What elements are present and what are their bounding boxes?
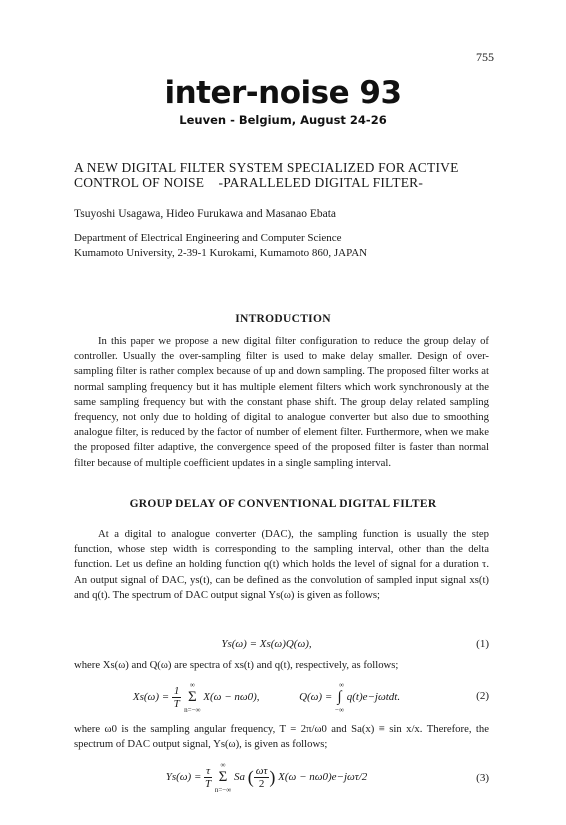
eq2-integrand: q(t)e−jωtdt.	[346, 691, 401, 704]
eq3-sa: Sa	[233, 771, 245, 784]
eq3-frac-denominator: T	[205, 778, 212, 790]
eq2-sum-term: X(ω − nω0),	[203, 691, 260, 704]
eq3-summation	[215, 760, 231, 795]
equation-1	[74, 638, 489, 660]
eq2-int-upper: ∞	[338, 681, 344, 689]
group-delay-paragraph	[74, 527, 489, 603]
eq2-sum-lower: n=−∞	[184, 706, 201, 714]
eq2-frac-denominator: T	[173, 698, 180, 710]
sigma-icon: Σ	[187, 689, 197, 705]
equation-3-number: (3)	[476, 772, 489, 784]
conference-location: Leuven - Belgium, August 24-26	[179, 113, 387, 127]
after-equation-1-paragraph	[74, 658, 489, 673]
after-equation-2-paragraph	[74, 722, 489, 752]
eq3-frac-numerator: τ	[206, 765, 211, 777]
after-equation-2-text: where ω0 is the sampling angular frequency, T = 2π/ω0 and Sa(x) ≡ sin x/x. Therefore, the spectrum of DAC output signal, Ys(ω), is given as follows;	[74, 723, 489, 751]
paper-title	[74, 160, 514, 190]
eq2-lhs: Xs(ω) =	[132, 691, 170, 704]
title-line-2: CONTROL OF NOISE -PARALLELED DIGITAL FILTER-	[74, 175, 424, 190]
eq3-sum-upper: ∞	[220, 761, 226, 769]
eq3-fraction	[204, 765, 212, 790]
title-line-1: A NEW DIGITAL FILTER SYSTEM SPECIALIZED FOR ACTIVE	[74, 160, 459, 175]
eq3-sum-lower: n=−∞	[214, 786, 232, 794]
introduction-paragraph	[74, 334, 489, 471]
equation-1-number: (1)	[476, 638, 489, 650]
equation-2	[74, 676, 489, 716]
equation-1-body: Ys(ω) = Xs(ω)Q(ω),	[221, 638, 312, 650]
affiliation	[74, 231, 367, 261]
equation-3	[74, 758, 489, 802]
conference-logo: inter-noise 93	[164, 75, 402, 111]
eq3-lhs: Ys(ω) =	[165, 771, 202, 784]
right-paren-icon: )	[269, 767, 276, 787]
eq3-arg-denominator: 2	[258, 778, 265, 790]
sigma-icon: Σ	[218, 769, 228, 785]
author-list: Tsuyoshi Usagawa, Hideo Furukawa and Masanao Ebata	[74, 208, 337, 220]
equation-2-body	[74, 680, 459, 715]
integral-icon: ∫	[337, 689, 342, 705]
introduction-text: In this paper we propose a new digital filter configuration to reduce the group delay of controller. Usually the over-sampling filter is used to make delay smaller. Design of over-sampling filter is rather complex because of up and down sampling. The proposed filter works at normal sampling frequency but it has multiple element filters which work synchronously at the same sampling frequency but with the constant phase shift. The group delay related sampling frequency, not only due to holding of digital to analogue converter but also due to smoothing analogue filter, is reduced by the factor of number of element filter. Furthermore, when we make the proposed filter adaptive, the convergence speed of the proposed filter is faster than normal filter because of multiple coefficient updates in a single sampling interval.	[74, 335, 489, 469]
after-equation-1-text: where Xs(ω) and Q(ω) are spectra of xs(t) and q(t), respectively, as follows;	[74, 659, 399, 671]
left-paren-icon: (	[247, 767, 254, 787]
eq2-frac-numerator: 1	[173, 685, 180, 697]
eq2-summation	[184, 680, 200, 715]
equation-2-number: (2)	[476, 690, 489, 702]
page-number: 755	[476, 50, 494, 64]
eq3-arg-numerator: ωτ	[255, 765, 268, 777]
group-delay-text: At a digital to analogue converter (DAC), the sampling function is usually the step function, whose step width is corresponding to the sampling interval, other than the delta function. Let us define an holding function q(t) which holds the level of signal for a duration τ. An output signal of DAC, ys(t), can be defined as the convolution of sampled input signal xs(t) and q(t). The spectrum of DAC output signal Ys(ω) is given as follows;	[74, 528, 489, 601]
affiliation-line-1: Department of Electrical Engineering and Computer Science	[74, 232, 342, 244]
equation-3-body	[74, 760, 459, 795]
eq3-tail: X(ω − nω0)e−jωτ/2	[278, 771, 368, 784]
affiliation-line-2: Kumamoto University, 2-39-1 Kurokami, Kumamoto 860, JAPAN	[74, 247, 368, 259]
section-heading-group-delay: GROUP DELAY OF CONVENTIONAL DIGITAL FILTER	[129, 498, 437, 510]
eq2-fraction	[172, 685, 182, 710]
eq2-int-lower: −∞	[335, 706, 344, 714]
eq2-integral	[335, 680, 344, 715]
eq2-sum-upper: ∞	[189, 681, 195, 689]
eq3-arg-fraction	[254, 765, 270, 790]
section-heading-introduction: INTRODUCTION	[235, 313, 331, 325]
eq2-rhs-lhs: Q(ω) =	[299, 691, 333, 704]
